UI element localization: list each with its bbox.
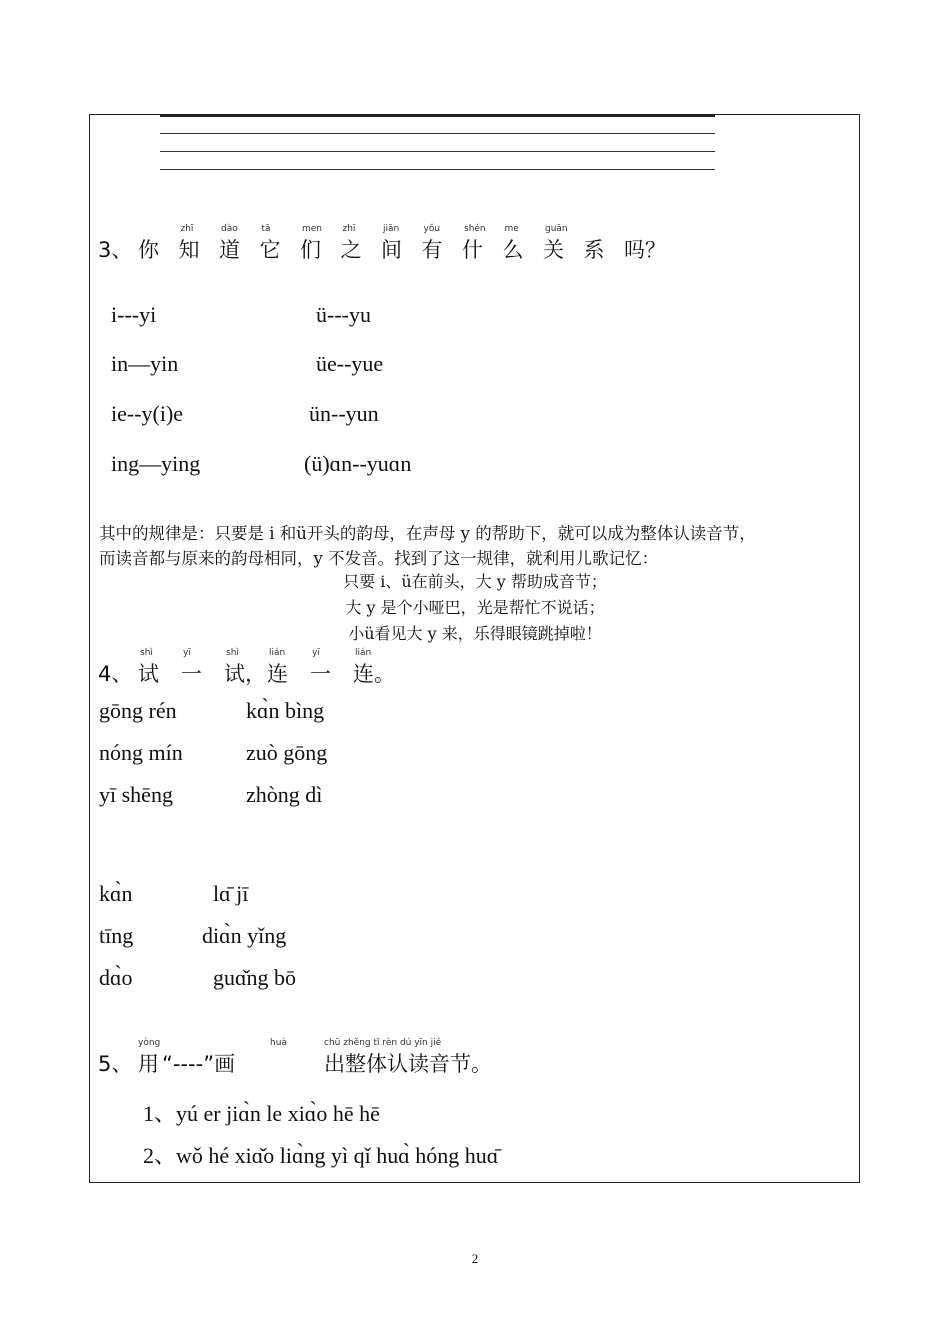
pair-left: ie--y(i)e — [111, 401, 184, 426]
hanzi-char: 一 — [181, 662, 202, 686]
word-left: dɑ̀o — [99, 965, 133, 990]
hanzi-char: 之 — [340, 238, 362, 262]
pair-right: ün--yun — [309, 401, 379, 426]
hanzi-char: 吗？ — [624, 238, 666, 262]
pinyin-annotation: lián — [355, 648, 372, 658]
hanzi-char: 一 — [310, 662, 331, 686]
hanzi-char: 你 — [138, 238, 159, 262]
hanzi-char: 有 — [421, 238, 443, 262]
sentence-2: 2、wǒ hé xiɑ̌o liɑ̀ng yì qǐ huɑ̀ hóng huɑ̄ — [143, 1143, 499, 1168]
pinyin-annotation: men — [302, 224, 323, 234]
word-right: zuò gōng — [246, 740, 328, 765]
pair-right: ü---yu — [316, 302, 371, 327]
pinyin-annotation: yī — [312, 648, 320, 658]
word-left: tīng — [99, 923, 134, 948]
hanzi-char: 么 — [502, 238, 524, 262]
hanzi-char: 系 — [583, 238, 605, 262]
word-right: kɑ̀n bìng — [246, 698, 325, 723]
pinyin-annotation: zhī — [342, 224, 356, 234]
pair-left: i---yi — [111, 302, 157, 327]
pinyin-annotation: guān — [545, 224, 568, 234]
word-left: yī shēng — [99, 782, 173, 807]
pinyin-rest: chū zhěng tǐ rèn dú yīn jié — [324, 1038, 442, 1048]
word-left: nóng mín — [99, 740, 183, 765]
question-5-text-1: 用 — [138, 1052, 159, 1076]
word-left: gōng rén — [99, 698, 177, 723]
hanzi-char: 连。 — [353, 662, 395, 686]
writing-line — [160, 151, 715, 152]
pair-right: üe--yue — [316, 351, 384, 376]
pinyin-annotation: me — [504, 224, 519, 234]
pinyin-annotation: shén — [464, 224, 486, 234]
word-left: kɑ̀n — [99, 881, 133, 906]
hanzi-char: 试 — [138, 662, 159, 686]
question-number: 3、 — [98, 238, 133, 262]
page-number: 2 — [471, 1251, 479, 1266]
hanzi-char: 连 — [267, 662, 288, 686]
song-line-1: 只要 i、ü在前头，大 y 帮助成音节； — [343, 572, 607, 591]
pinyin-annotation: shì — [226, 648, 239, 658]
question-5 — [98, 1038, 698, 1076]
pair-left: ing—ying — [111, 451, 201, 476]
hanzi-char: 它 — [259, 238, 281, 262]
pinyin-annotation: dào — [221, 224, 238, 234]
word-right: zhòng dì — [246, 782, 323, 807]
song-line-2: 大 y 是个小哑巴，光是帮忙不说话； — [345, 598, 605, 617]
question-4 — [98, 648, 498, 686]
pinyin-annotation: shì — [140, 648, 153, 658]
pinyin-yong: yòng — [138, 1038, 161, 1048]
hanzi-char: 关 — [543, 238, 564, 262]
question-number: 5、 — [98, 1052, 133, 1076]
question-5-text-3: 出整体认读音节。 — [324, 1052, 492, 1076]
hanzi-char: 试， — [224, 662, 266, 686]
rule-line-2: 而读音都与原来的韵母相同，y 不发音。找到了这一规律，就利用儿歌记忆： — [99, 549, 659, 568]
word-right: diɑ̀n yǐng — [202, 923, 287, 948]
writing-line — [160, 115, 715, 117]
hanzi-char: 道 — [219, 238, 240, 262]
hanzi-char: 什 — [462, 238, 483, 262]
word-right: lɑ̄ jī — [213, 881, 249, 906]
hanzi-char: 们 — [300, 238, 321, 262]
question-5-text-2: “----”画 — [162, 1052, 236, 1076]
sentence-1: 1、yú er jiɑ̀n le xiɑ̀o hē hē — [143, 1101, 380, 1126]
pinyin-annotation: zhī — [180, 224, 194, 234]
hanzi-char: 间 — [381, 238, 402, 262]
pinyin-annotation: tā — [261, 224, 271, 234]
pinyin-annotation: yǒu — [423, 224, 441, 234]
word-right: guɑ̌ng bō — [213, 965, 297, 990]
song-line-3: 小ü看见大 y 来，乐得眼镜跳掉啦！ — [348, 624, 602, 643]
question-number: 4、 — [98, 662, 133, 686]
pinyin-annotation: yī — [183, 648, 191, 658]
rule-line-1: 其中的规律是：只要是 i 和ü开头的韵母，在声母 y 的帮助下，就可以成为整体认读音节， — [99, 524, 756, 543]
hanzi-char: 知 — [178, 238, 200, 262]
pair-left: in—yin — [111, 351, 179, 376]
pinyin-hua: huà — [270, 1038, 287, 1048]
writing-line — [160, 169, 715, 170]
writing-line — [160, 133, 715, 134]
pinyin-annotation: jiān — [383, 224, 400, 234]
question-3 — [98, 224, 698, 262]
pair-right: (ü)ɑn--yuɑn — [304, 451, 412, 476]
pinyin-annotation: lián — [269, 648, 286, 658]
